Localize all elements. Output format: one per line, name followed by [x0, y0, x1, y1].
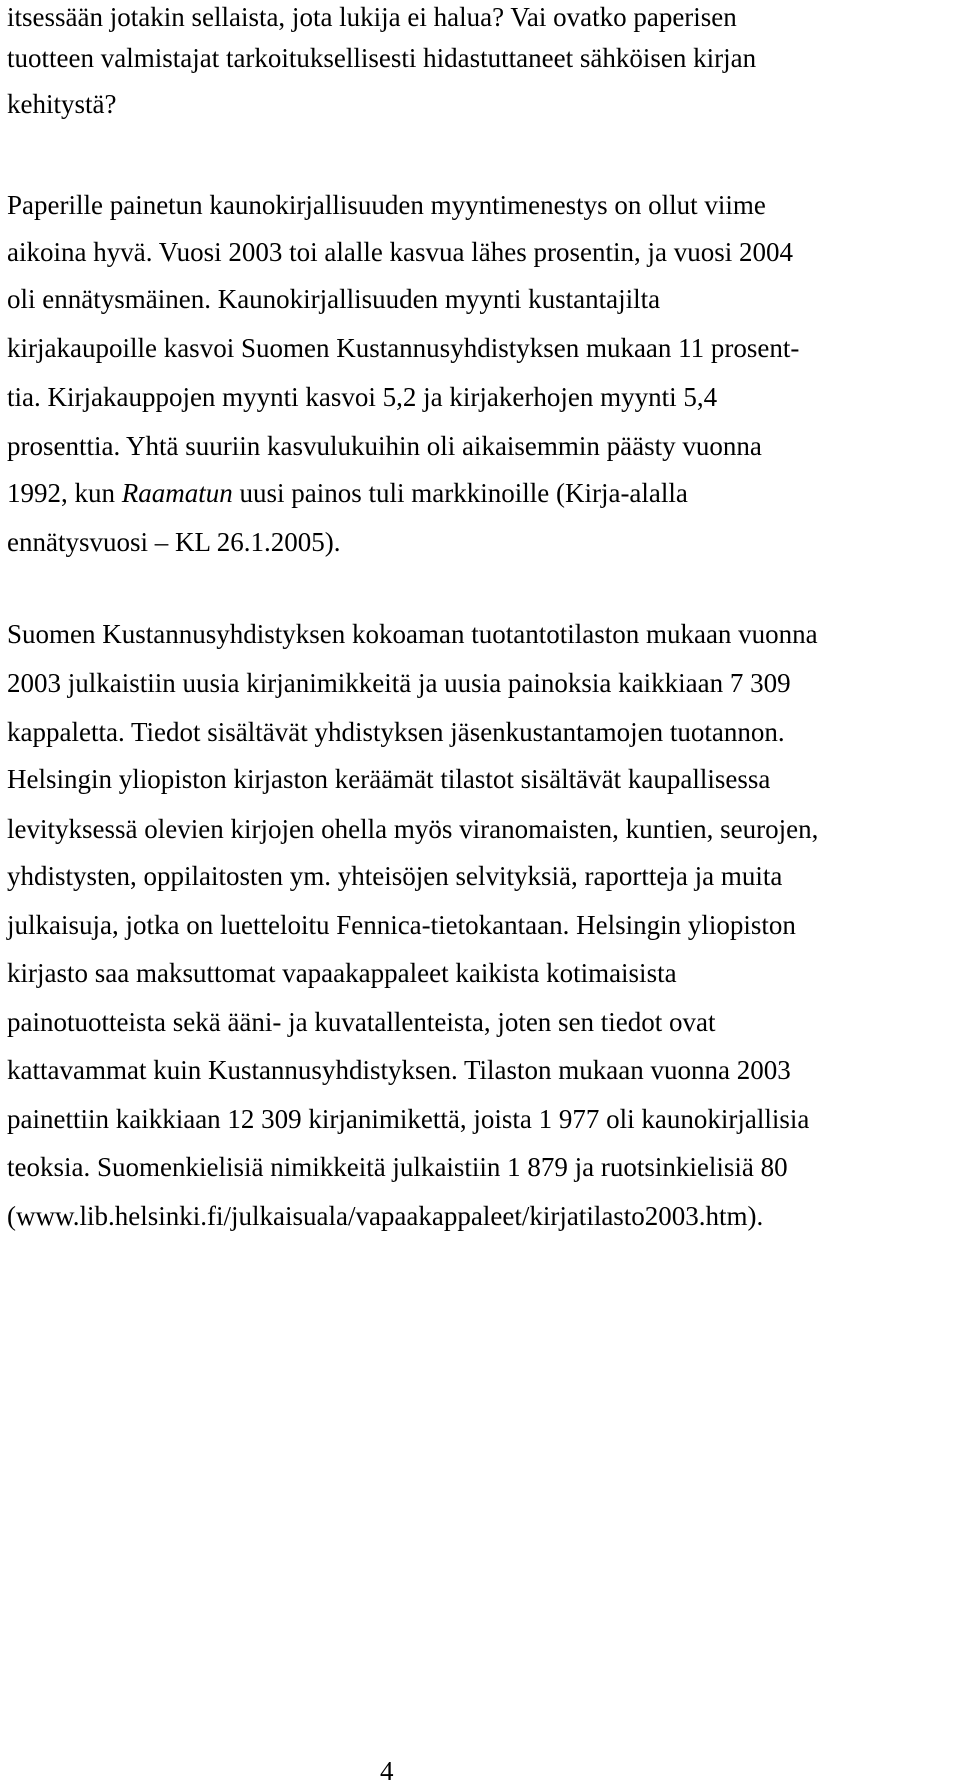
- page-number: 4: [380, 1756, 394, 1786]
- text-line: yhdistysten, oppilaitosten ym. yhteisöjen selvityksiä, raportteja ja muita: [7, 861, 783, 891]
- text-line-with-italic: [7, 477, 688, 509]
- text-line: oli ennätysmäinen. Kaunokirjallisuuden myynti kustantajilta: [7, 284, 661, 314]
- text-line: ennätysvuosi – KL 26.1.2005).: [7, 527, 341, 557]
- text-line: (www.lib.helsinki.fi/julkaisuala/vapaakappaleet/kirjatilasto2003.htm).: [7, 1201, 764, 1231]
- text-span: uusi painos tuli markkinoille (Kirja-alalla: [232, 478, 688, 508]
- text-line: julkaisuja, jotka on luetteloitu Fennica-tietokantaan. Helsingin yliopiston: [7, 910, 796, 940]
- text-line: tuotteen valmistajat tarkoituksellisesti hidastuttaneet sähköisen kirjan: [7, 43, 757, 73]
- text-span: 1992, kun: [7, 478, 122, 508]
- text-line: teoksia. Suomenkielisiä nimikkeitä julkaistiin 1 879 ja ruotsinkielisiä 80: [7, 1152, 788, 1182]
- text-line: prosenttia. Yhtä suuriin kasvulukuihin oli aikaisemmin päästy vuonna: [7, 431, 762, 461]
- text-line: levityksessä olevien kirjojen ohella myös viranomaisten, kuntien, seurojen,: [7, 814, 819, 844]
- text-line: aikoina hyvä. Vuosi 2003 toi alalle kasvua lähes prosentin, ja vuosi 2004: [7, 237, 793, 267]
- text-line: kehitystä?: [7, 89, 117, 119]
- text-line: Paperille painetun kaunokirjallisuuden myyntimenestys on ollut viime: [7, 190, 766, 220]
- text-line: painettiin kaikkiaan 12 309 kirjanimikettä, joista 1 977 oli kaunokirjallisia: [7, 1104, 810, 1134]
- text-line: tia. Kirjakauppojen myynti kasvoi 5,2 ja kirjakerhojen myynti 5,4: [7, 382, 718, 412]
- text-line: painotuotteista sekä ääni- ja kuvatallenteista, joten sen tiedot ovat: [7, 1007, 716, 1037]
- text-line: kirjakaupoille kasvoi Suomen Kustannusyhdistyksen mukaan 11 prosent-: [7, 333, 800, 363]
- text-line: kirjasto saa maksuttomat vapaakappaleet kaikista kotimaisista: [7, 958, 677, 988]
- text-line: 2003 julkaistiin uusia kirjanimikkeitä ja uusia painoksia kaikkiaan 7 309: [7, 668, 791, 698]
- text-line: kattavammat kuin Kustannusyhdistyksen. Tilaston mukaan vuonna 2003: [7, 1055, 791, 1085]
- text-line: itsessään jotakin sellaista, jota lukija ei halua? Vai ovatko paperisen: [7, 2, 737, 32]
- text-line: kappaletta. Tiedot sisältävät yhdistyksen jäsenkustantamojen tuotannon.: [7, 717, 785, 747]
- text-line: Suomen Kustannusyhdistyksen kokoaman tuotantotilaston mukaan vuonna: [7, 619, 818, 649]
- italic-title: Raamatun: [121, 478, 233, 508]
- text-line: Helsingin yliopiston kirjaston keräämät tilastot sisältävät kaupallisessa: [7, 764, 771, 794]
